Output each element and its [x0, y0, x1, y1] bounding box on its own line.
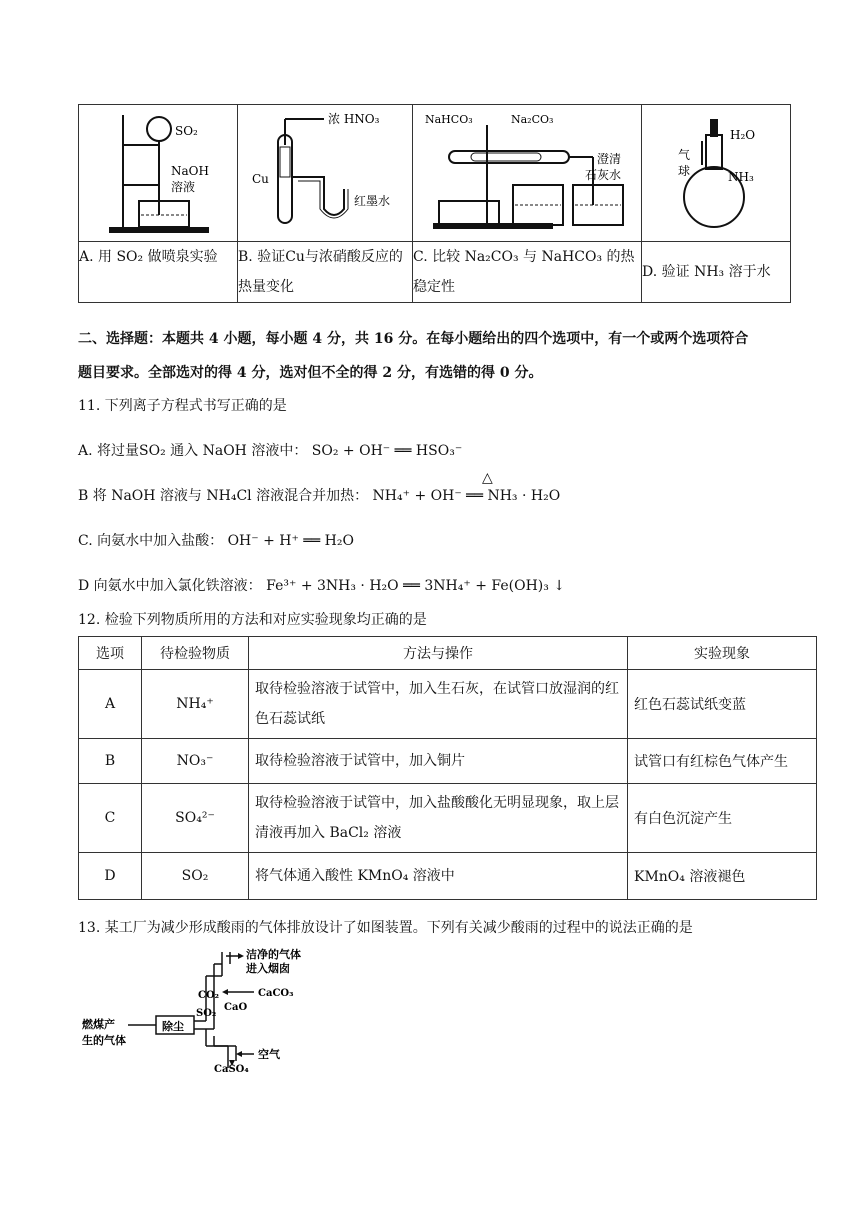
label-red-ink: 红墨水 [354, 194, 391, 208]
q11-c-equation: OH⁻ + H⁺ ══ H₂O [227, 533, 354, 549]
q12-row-d-method: 将气体通入酸性 KMnO₄ 溶液中 [249, 853, 628, 900]
label-conc-hno3: 浓 HNO₃ [328, 112, 380, 126]
label-caso4: CaSO₄ [214, 1064, 249, 1075]
q12-row-a-substance: NH₄⁺ [142, 670, 249, 739]
q11-option-a [78, 441, 462, 461]
q12-row-c-option: C [79, 784, 142, 853]
label-source-2: 生的气体 [82, 1034, 126, 1047]
table-row [79, 739, 817, 784]
label-source-1: 燃煤产 [82, 1018, 115, 1031]
label-cao: CaO [224, 1002, 248, 1013]
heat-condition-symbol: △ [482, 470, 493, 486]
label-qiu: 球 [678, 164, 691, 178]
caption-a: A. 用 SO₂ 做喷泉实验 [79, 242, 238, 303]
label-naoh: NaOH [171, 164, 209, 178]
cu-hno3-apparatus-figure [238, 105, 412, 241]
q12-row-b-phenomenon: 试管口有红棕色气体产生 [628, 739, 817, 784]
q13-stem: 13. 某工厂为减少形成酸雨的气体排放设计了如图装置。下列有关减少酸雨的过程中的说法正确的是 [78, 920, 693, 936]
q12-row-b-substance: NO₃⁻ [142, 739, 249, 784]
q12-header-row [79, 637, 817, 670]
q12-row-c-phenomenon: 有白色沉淀产生 [628, 784, 817, 853]
label-na2co3: Na₂CO₃ [511, 113, 554, 126]
section-2-heading-line1: 二、选择题：本题共 4 小题，每小题 4 分，共 16 分。在每小题给出的四个选项中，有一个或两个选项符合 [78, 331, 749, 347]
q11-option-d [78, 576, 565, 596]
caption-b: B. 验证Cu与浓硝酸反应的热量变化 [238, 242, 413, 303]
q11-c-prefix: C. 向氨水中加入盐酸： [78, 533, 224, 549]
q12-header-method: 方法与操作 [249, 637, 628, 670]
apparatus-d-cell [642, 105, 791, 242]
label-limewater: 石灰水 [585, 168, 622, 182]
q12-header-option: 选项 [79, 637, 142, 670]
label-clear: 澄清 [597, 152, 622, 166]
label-clean-gas-2: 进入烟囱 [246, 962, 290, 975]
q12-header-phenomenon: 实验现象 [628, 637, 817, 670]
label-so2: SO₂ [175, 124, 198, 138]
q12-row-a-method: 取待检验溶液于试管中，加入生石灰，在试管口放湿润的红色石蕊试纸 [249, 670, 628, 739]
caption-d: D. 验证 NH₃ 溶于水 [642, 242, 791, 303]
label-nh3: NH₃ [728, 170, 754, 184]
label-clean-gas-1: 洁净的气体 [246, 948, 301, 961]
q11-a-prefix: A. 将过量SO₂ 通入 NaOH 溶液中： [78, 443, 308, 459]
q11-b-equation: NH₄⁺ + OH⁻ ══ NH₃ · H₂O [372, 488, 561, 504]
label-so2-flow: SO₂ [196, 1008, 217, 1019]
label-qi: 气 [678, 148, 691, 162]
q12-row-d-substance: SO₂ [142, 853, 249, 900]
q12-row-d-option: D [79, 853, 142, 900]
q12-table [78, 636, 817, 900]
q11-stem: 11. 下列离子方程式书写正确的是 [78, 398, 287, 414]
table-row [79, 784, 817, 853]
label-co2: CO₂ [198, 990, 220, 1001]
q12-row-c-substance: SO₄²⁻ [142, 784, 249, 853]
fountain-apparatus-figure [79, 105, 237, 241]
q11-option-c [78, 531, 354, 551]
q12-row-a-phenomenon: 红色石蕊试纸变蓝 [628, 670, 817, 739]
thermal-stability-apparatus-figure [413, 105, 641, 241]
label-caco3: CaCO₃ [258, 988, 294, 999]
acid-rain-reduction-diagram [78, 946, 338, 1076]
apparatus-c-cell [413, 105, 642, 242]
apparatus-b-cell [238, 105, 413, 242]
q12-row-a-option: A [79, 670, 142, 739]
label-cu: Cu [252, 172, 269, 186]
apparatus-a-cell [79, 105, 238, 242]
table-row [79, 670, 817, 739]
label-nahco3: NaHCO₃ [425, 113, 473, 126]
label-air: 空气 [258, 1048, 280, 1061]
q11-option-b [78, 486, 560, 506]
label-dust: 除尘 [162, 1020, 184, 1033]
q11-b-prefix: B 将 NaOH 溶液与 NH₄Cl 溶液混合并加热： [78, 488, 369, 504]
q12-row-c-method: 取待检验溶液于试管中，加入盐酸酸化无明显现象，取上层清液再加入 BaCl₂ 溶液 [249, 784, 628, 853]
q12-stem: 12. 检验下列物质所用的方法和对应实验现象均正确的是 [78, 612, 427, 628]
q11-d-equation: Fe³⁺ + 3NH₃ · H₂O ══ 3NH₄⁺ + Fe(OH)₃ ↓ [266, 578, 566, 594]
q11-d-prefix: D 向氨水中加入氯化铁溶液： [78, 578, 262, 594]
label-h2o: H₂O [730, 128, 756, 142]
table-row [79, 853, 817, 900]
q12-row-d-phenomenon: KMnO₄ 溶液褪色 [628, 853, 817, 900]
q12-header-substance: 待检验物质 [142, 637, 249, 670]
nh3-dissolve-apparatus-figure [642, 105, 790, 241]
q11-a-equation: SO₂ + OH⁻ ══ HSO₃⁻ [311, 443, 463, 459]
q12-row-b-option: B [79, 739, 142, 784]
label-solution: 溶液 [171, 180, 196, 194]
apparatus-table [78, 104, 791, 303]
caption-c: C. 比较 Na₂CO₃ 与 NaHCO₃ 的热稳定性 [413, 242, 642, 303]
q12-row-b-method: 取待检验溶液于试管中，加入铜片 [249, 739, 628, 784]
section-2-heading-line2: 题目要求。全部选对的得 4 分，选对但不全的得 2 分，有选错的得 0 分。 [78, 365, 543, 381]
